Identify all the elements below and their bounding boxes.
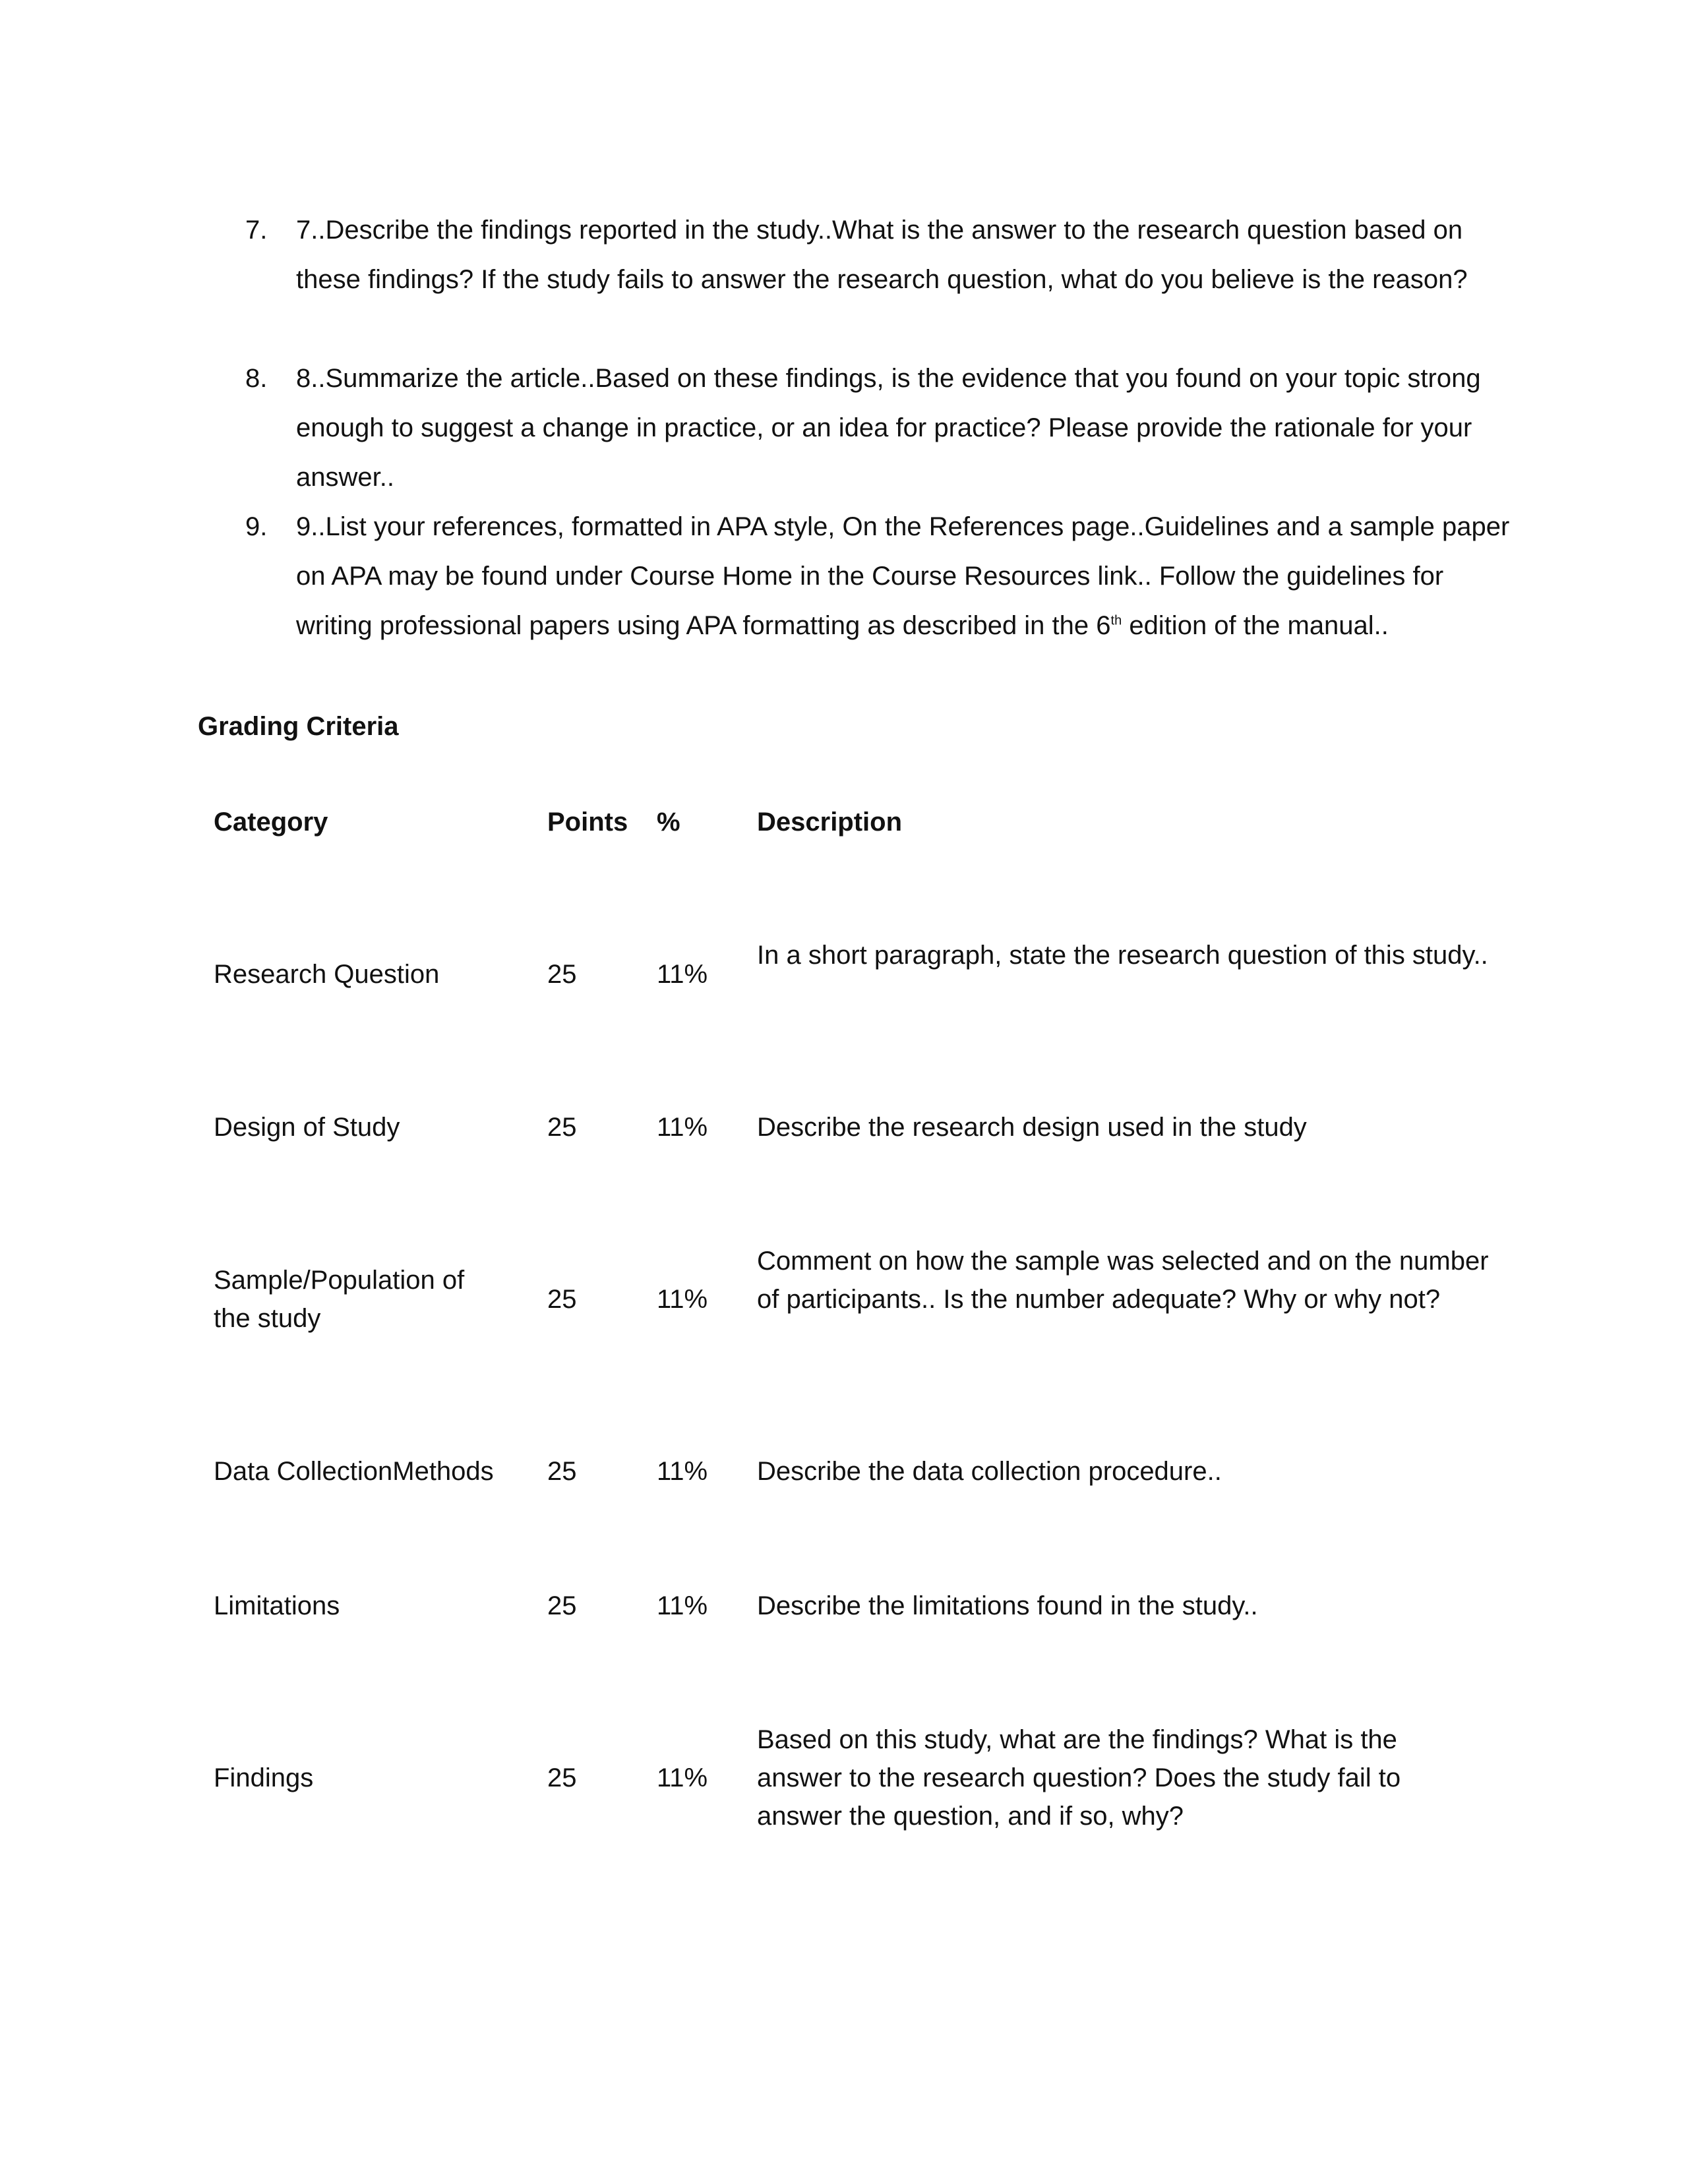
list-item-text-part: edition of the manual.. [1122,611,1389,640]
table-cell-points: 25 [547,960,577,989]
table-cell-percent: 11% [657,1457,708,1486]
table-cell-category: Findings [214,1763,314,1792]
grading-criteria-heading: Grading Criteria [198,712,399,741]
superscript-ordinal: th [1110,613,1122,628]
table-cell-points: 25 [547,1285,577,1314]
header-description: Description [757,808,903,837]
table-cell-description: Describe the data collection procedure.. [757,1457,1222,1486]
table-cell-points: 25 [547,1763,577,1792]
list-item-text: 8..Summarize the article..Based on these findings, is the evidence that you found on your topic strong enough to suggest a change in practice, or an idea for practice? Please provide the rationale for your answer.. [296,364,1481,492]
header-percent: % [657,808,680,837]
table-cell-description: Based on this study, what are the findings? What is the answer to the research question? Does the study fail to answer the question, and if so, why? [757,1725,1401,1831]
header-points: Points [547,808,628,837]
table-cell-category: Sample/Population of the study [214,1266,465,1333]
table-cell-description: In a short paragraph, state the research question of this study.. [757,941,1488,970]
table-cell-description: Describe the limitations found in the study.. [757,1591,1258,1620]
table-cell-category: Data CollectionMethods [214,1457,494,1486]
table-cell-category: Research Question [214,960,440,989]
table-cell-percent: 11% [657,960,708,989]
list-item-number: 8. [245,364,268,393]
table-cell-points: 25 [547,1113,577,1142]
table-cell-percent: 11% [657,1285,708,1314]
list-item-text [296,502,1516,651]
table-cell-percent: 11% [657,1763,708,1792]
table-cell-category: Limitations [214,1591,340,1620]
table-cell-percent: 11% [657,1591,708,1620]
table-cell-description: Comment on how the sample was selected and on the number of participants.. Is the number adequate? Why or why not? [757,1247,1489,1314]
list-item-number: 9. [245,512,268,541]
table-cell-percent: 11% [657,1113,708,1142]
table-cell-points: 25 [547,1591,577,1620]
header-category: Category [214,808,328,837]
list-item-number: 7. [245,216,268,245]
table-cell-points: 25 [547,1457,577,1486]
list-item-text: 7..Describe the findings reported in the study..What is the answer to the research question based on these findings? If the study fails to answer the research question, what do you believe is the reason? [296,216,1468,294]
table-cell-category: Design of Study [214,1113,400,1142]
list-item-text-part: 9..List your references, formatted in APA style, On the References page..Guidelines and a sample paper on APA may be found under Course Home in the Course Resources link.. Follow the guidelines for writing professional papers using APA formatting as described in the 6 [296,512,1510,640]
table-cell-description: Describe the research design used in the study [757,1113,1307,1142]
